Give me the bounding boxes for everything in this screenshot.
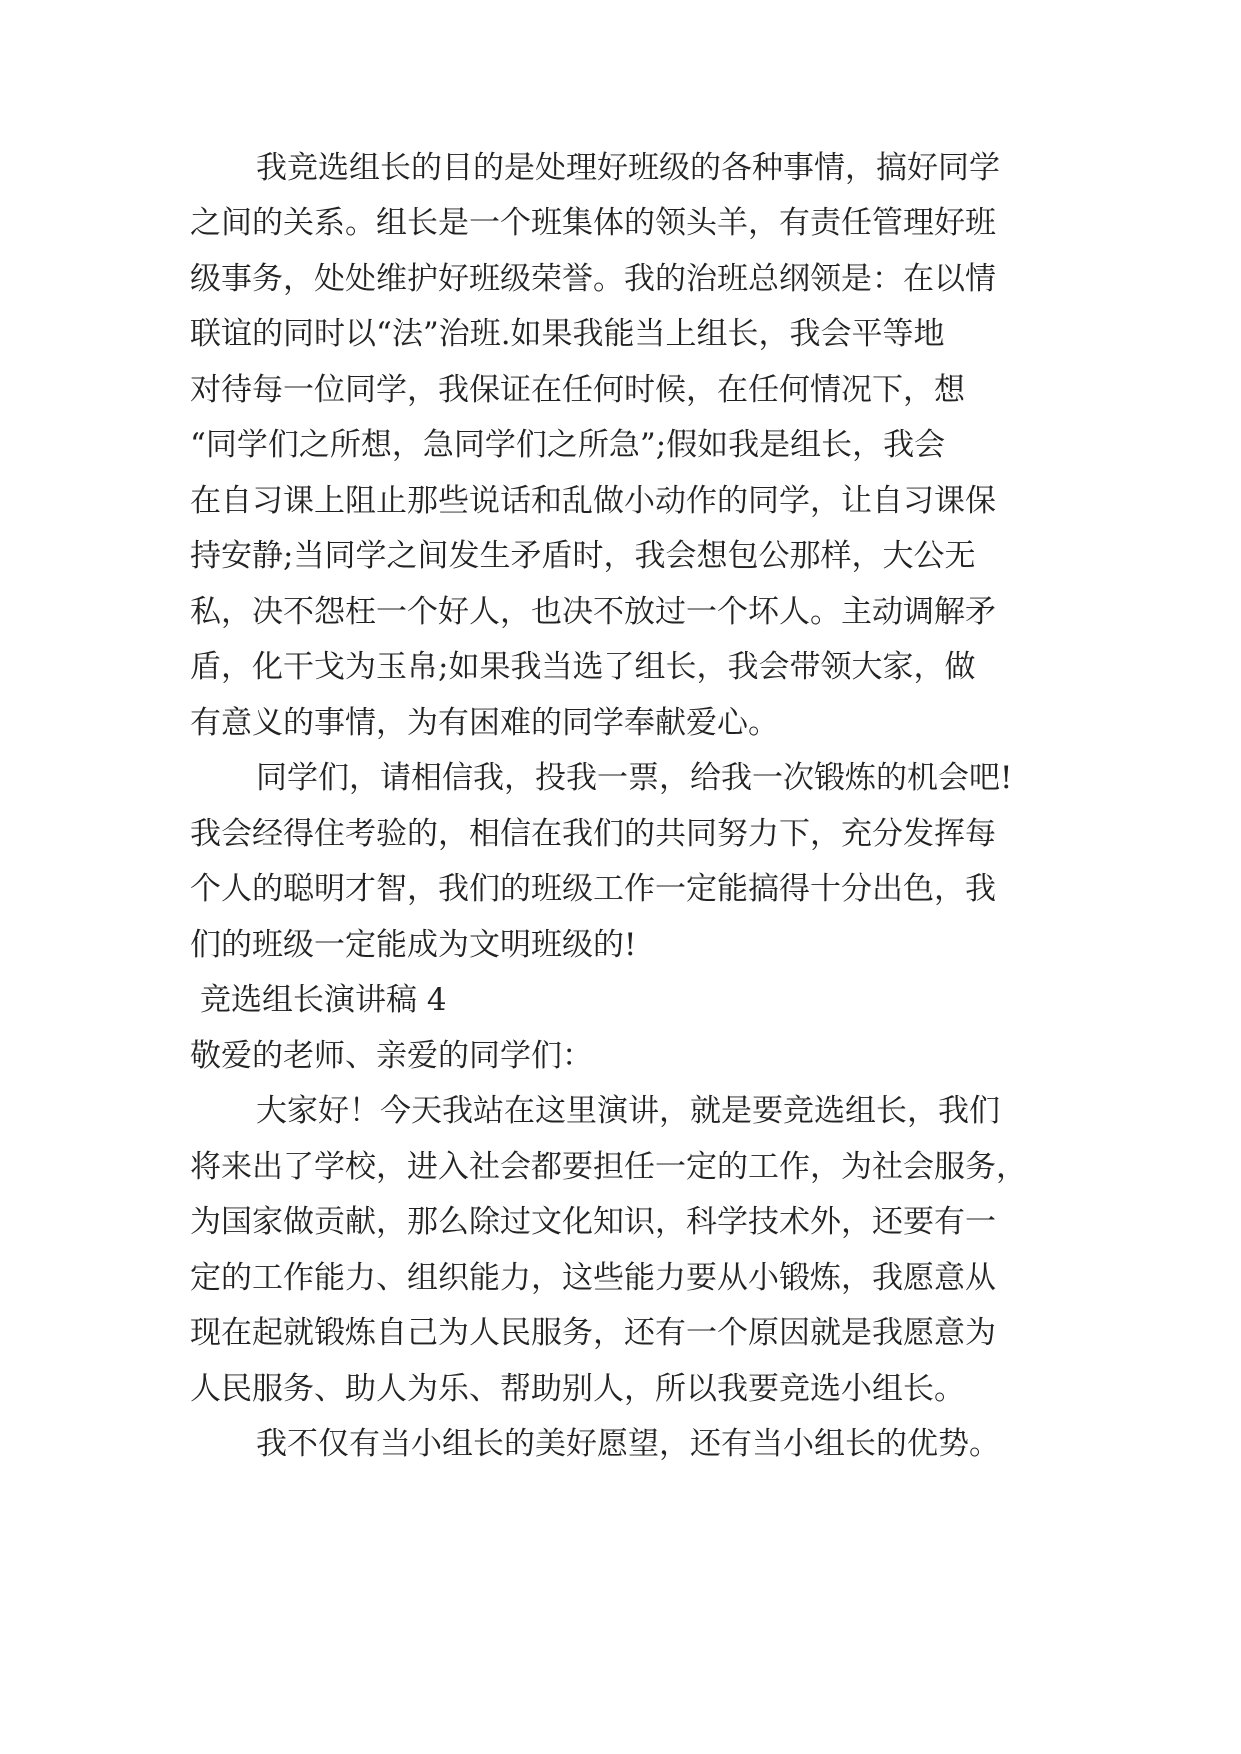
paragraph-line: 定的工作能力、组织能力，这些能力要从小锻炼，我愿意从 bbox=[190, 1260, 996, 1296]
paragraph-line: 我不仅有当小组长的美好愿望，还有当小组长的优势。 bbox=[256, 1426, 1000, 1462]
paragraph-line: 私，决不怨枉一个好人，也决不放过一个坏人。主动调解矛 bbox=[190, 594, 996, 630]
paragraph-line: 盾，化干戈为玉帛;如果我当选了组长，我会带领大家，做 bbox=[190, 649, 976, 685]
section-heading: 竞选组长演讲稿 4 bbox=[200, 982, 447, 1018]
paragraph-line: 为国家做贡献，那么除过文化知识，科学技术外，还要有一 bbox=[190, 1204, 996, 1240]
paragraph-line: “同学们之所想，急同学们之所急”;假如我是组长，我会 bbox=[190, 427, 946, 463]
paragraph-line: 现在起就锻炼自己为人民服务，还有一个原因就是我愿意为 bbox=[190, 1315, 996, 1351]
paragraph-line: 我竞选组长的目的是处理好班级的各种事情，搞好同学 bbox=[256, 150, 1000, 186]
paragraph-line: 在自习课上阻止那些说话和乱做小动作的同学，让自习课保 bbox=[190, 483, 996, 519]
paragraph-line: 将来出了学校，进入社会都要担任一定的工作，为社会服务， bbox=[190, 1149, 1027, 1185]
paragraph-line: 个人的聪明才智，我们的班级工作一定能搞得十分出色，我 bbox=[190, 871, 996, 907]
paragraph-line: 持安静;当同学之间发生矛盾时，我会想包公那样，大公无 bbox=[190, 538, 976, 574]
paragraph-line: 同学们，请相信我，投我一票，给我一次锻炼的机会吧! bbox=[256, 760, 1013, 796]
salutation-line: 敬爱的老师、亲爱的同学们： bbox=[190, 1038, 593, 1074]
paragraph-line: 对待每一位同学，我保证在任何时候，在任何情况下，想 bbox=[190, 372, 965, 408]
paragraph-line: 有意义的事情，为有困难的同学奉献爱心。 bbox=[190, 705, 779, 741]
paragraph-line: 大家好！今天我站在这里演讲，就是要竞选组长，我们 bbox=[256, 1093, 1000, 1129]
paragraph-line: 级事务，处处维护好班级荣誉。我的治班总纲领是：在以情 bbox=[190, 261, 996, 297]
paragraph-line: 之间的关系。组长是一个班集体的领头羊，有责任管理好班 bbox=[190, 205, 996, 241]
paragraph-line: 们的班级一定能成为文明班级的! bbox=[190, 927, 637, 963]
paragraph-line: 人民服务、助人为乐、帮助别人，所以我要竞选小组长。 bbox=[190, 1371, 965, 1407]
paragraph-line: 联谊的同时以“法”治班.如果我能当上组长，我会平等地 bbox=[190, 316, 945, 352]
paragraph-line: 我会经得住考验的，相信在我们的共同努力下，充分发挥每 bbox=[190, 816, 996, 852]
